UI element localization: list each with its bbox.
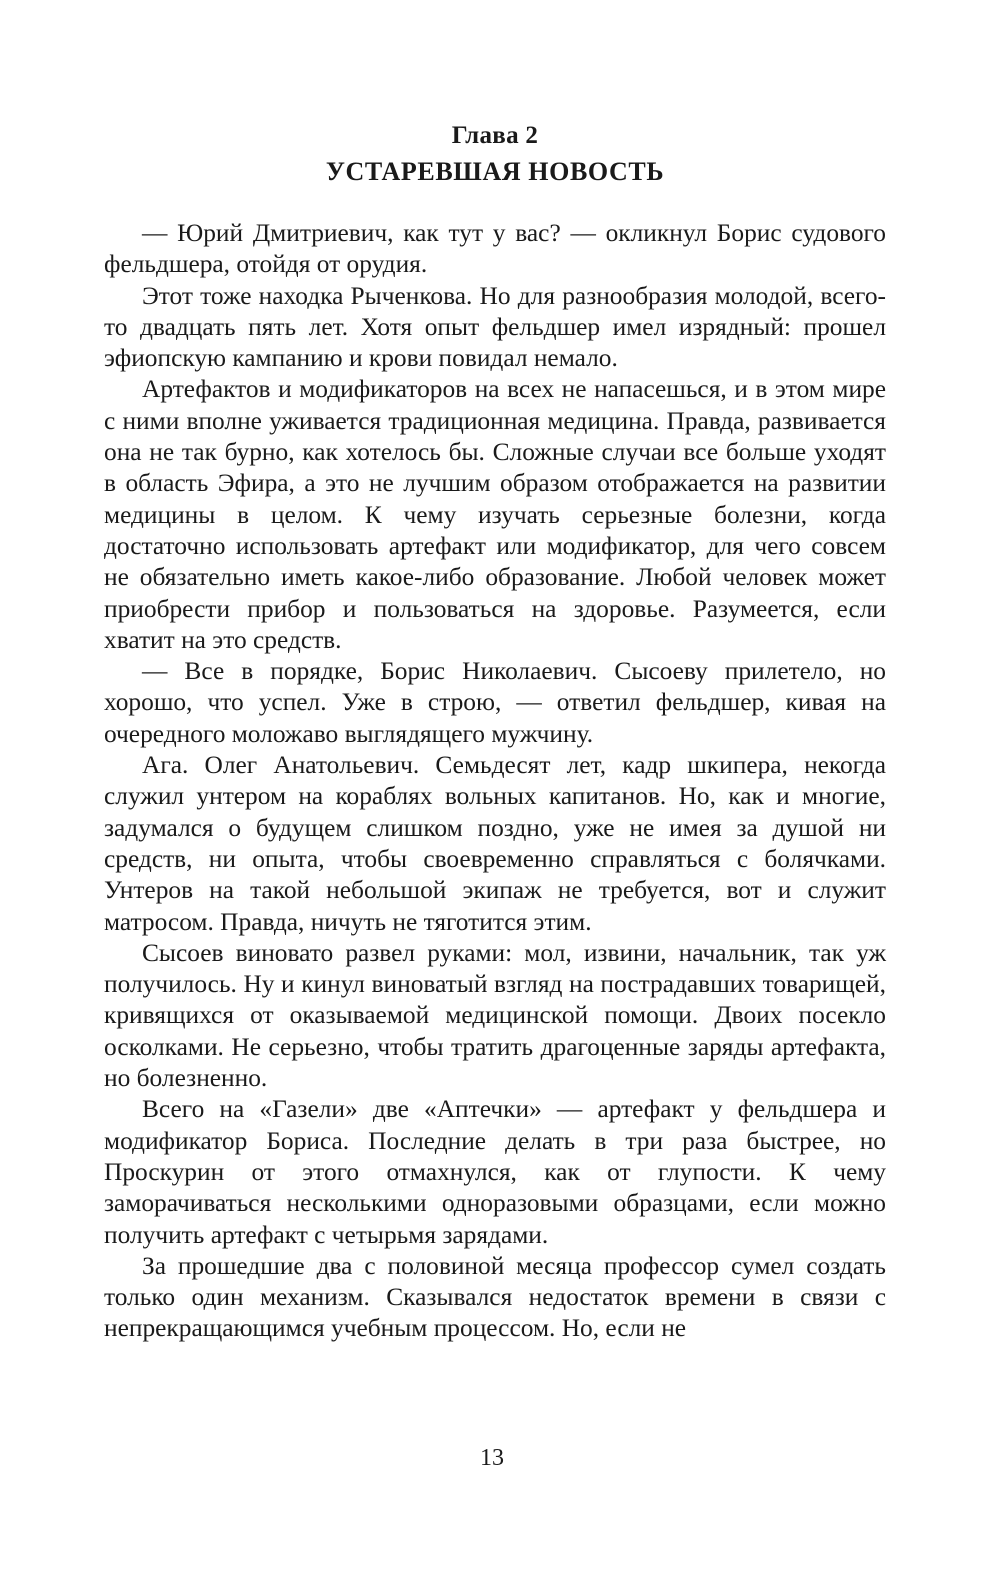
paragraph: Всего на «Газели» две «Аптечки» — артефакт у фельдшера и модификатор Бориса. Последние делать в три раза быстрее, но Проскурин от этого отмахнулся, как от глупости. К чему заморачиваться несколькими одноразовыми образцами, если можно получить артефакт с четырьмя зарядами.: [104, 1095, 886, 1249]
chapter-heading: [104, 118, 886, 190]
paragraph: За прошедшие два с половиной месяца профессор сумел создать только один механизм. Сказывался недостаток времени в связи с непрекращающимся учебным процессом. Но, если не: [104, 1251, 886, 1343]
paragraph: Артефактов и модификаторов на всех не напасешься, и в этом мире с ними вполне уживается традиционная медицина. Правда, развивается она не так бурно, как хотелось бы. Сложные случаи все больше уходят в область Эфира, а это не лучшим образом отображается на развитии медицины в целом. К чему изучать серьезные болезни, когда достаточно использовать артефакт или модификатор, для чего совсем не обязательно иметь какое-либо образование. Любой человек может приобрести прибор и пользоваться на здоровье. Разумеется, если хватит на это средств.: [104, 375, 886, 654]
paragraph: — Юрий Дмитриевич, как тут у вас? — окликнул Борис судового фельдшера, отойдя от орудия.: [104, 219, 886, 279]
paragraph: Ага. Олег Анатольевич. Семьдесят лет, кадр шкипера, некогда служил унтером на кораблях вольных капитанов. Но, как и многие, задумался о будущем слишком поздно, уже не имея за душой ни средств, ни опыта, чтобы своевременно справляться с болячками. Унтеров на такой небольшой экипаж не требуется, вот и служит матросом. Правда, ничуть не тяготится этим.: [104, 751, 886, 936]
chapter-number: Глава 2: [451, 122, 539, 149]
paragraph: — Все в порядке, Борис Николаевич. Сысоеву прилетело, но хорошо, что успел. Уже в строю, — ответил фельдшер, кивая на очередного моложаво выглядящего мужчину.: [104, 657, 886, 748]
paragraph: Сысоев виновато развел руками: мол, извини, начальник, так уж получилось. Ну и кинул виноватый взгляд на пострадавших товарищей, кривящихся от оказываемой медицинской помощи. Двоих посекло осколками. Не серьезно, чтобы тратить драгоценные заряды артефакта, но болезненно.: [104, 938, 886, 1093]
chapter-body: [104, 218, 886, 1345]
page-number: 13: [480, 1445, 504, 1471]
chapter-title: УСТАРЕВШАЯ НОВОСТЬ: [325, 157, 665, 186]
paragraph: Этот тоже находка Рыченкова. Но для разнообразия молодой, всего-то двадцать пять лет. Хотя опыт фельдшер имел изрядный: прошел эфиопскую кампанию и крови повидал немало.: [104, 281, 886, 373]
book-page: [104, 118, 886, 1345]
